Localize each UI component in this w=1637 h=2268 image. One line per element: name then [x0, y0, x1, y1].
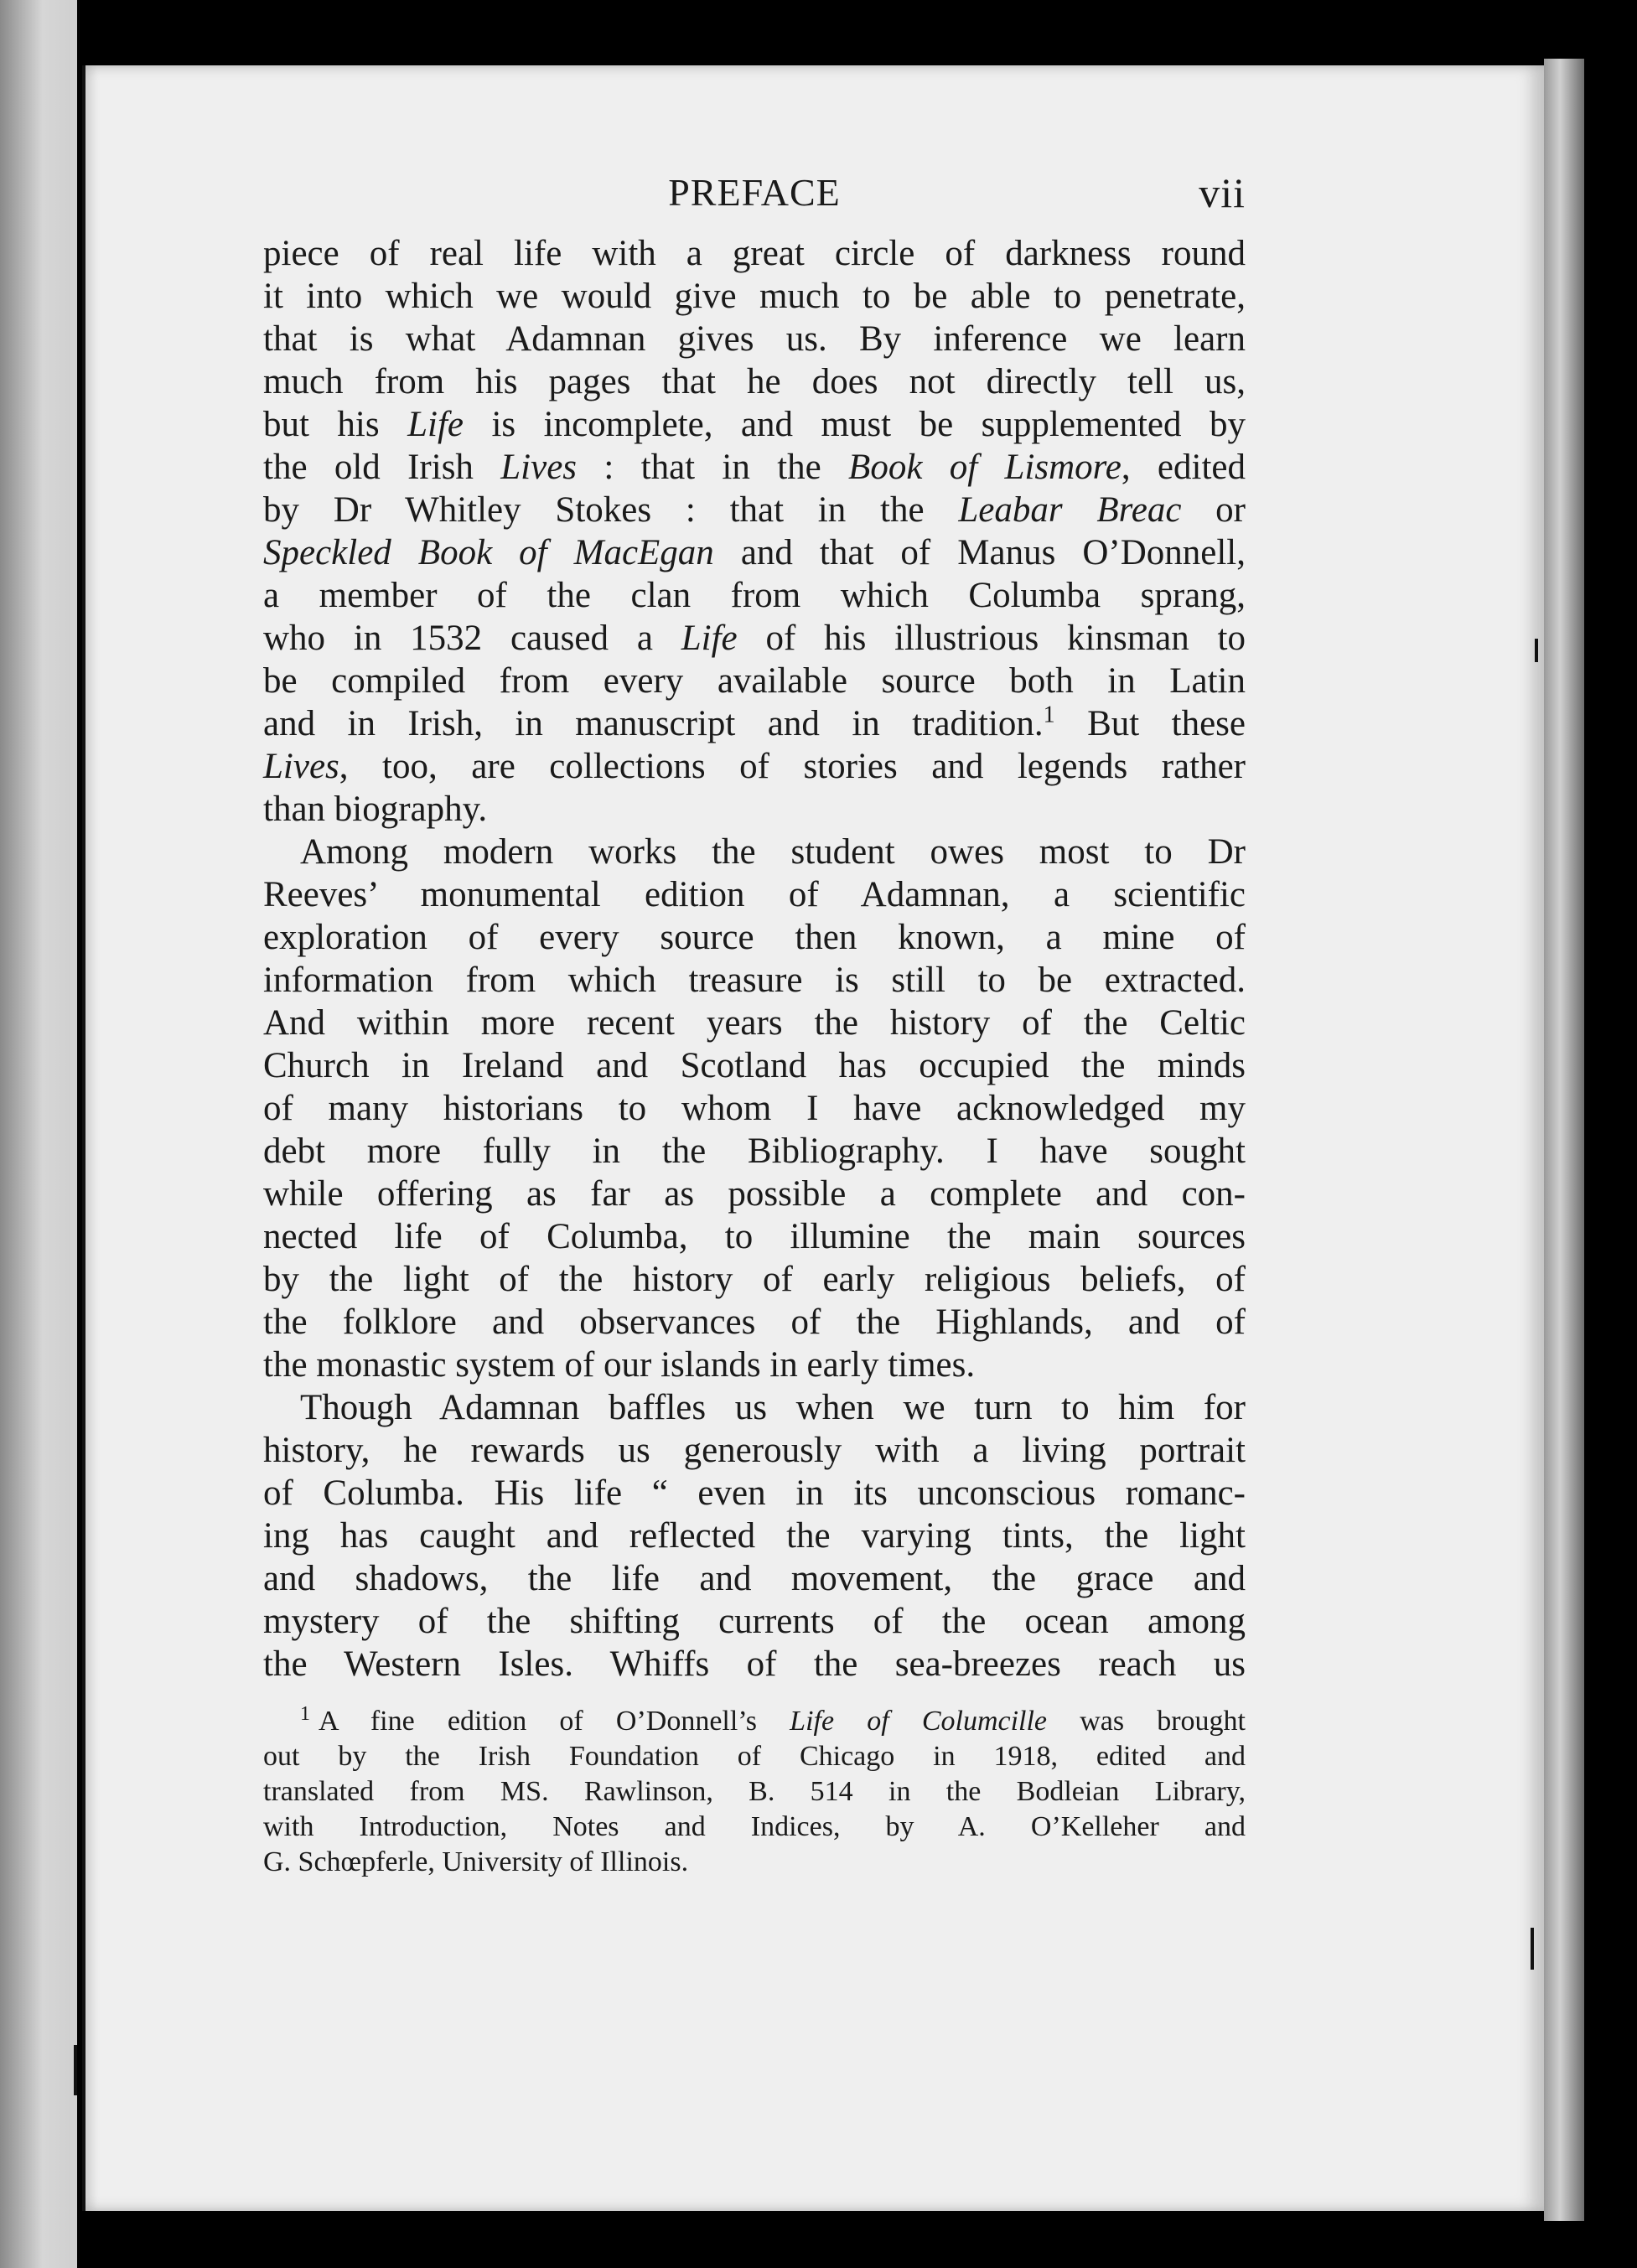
footnote-mark: 1	[300, 1702, 310, 1725]
running-head	[263, 163, 1246, 222]
text-line: who in 1532 caused a Life of his illustrious kinsman to	[263, 619, 1246, 658]
text-line: Among modern works the student owes most to Dr	[300, 832, 1246, 872]
footnote-reference: 1	[1043, 702, 1055, 728]
text-line: the old Irish Lives : that in the Book of Lismore, edited	[263, 448, 1246, 487]
scan-speck	[1531, 1928, 1534, 1970]
text-line: nected life of Columba, to illumine the main sources	[263, 1217, 1246, 1256]
footnote-line: G. Schœpferle, University of Illinois.	[263, 1846, 689, 1877]
text-line: debt more fully in the Bibliography. I have sought	[263, 1131, 1246, 1171]
page-stack-edge	[1544, 59, 1584, 2221]
text-line: information from which treasure is still to be extracted.	[263, 961, 1246, 1000]
text-line: Reeves’ monumental edition of Adamnan, a scientific	[263, 875, 1246, 914]
book-title: Life of Columcille	[790, 1706, 1048, 1737]
text-line: be compiled from every available source both in Latin	[263, 661, 1246, 701]
text-line: piece of real life with a great circle of darkness round	[263, 234, 1246, 273]
book-title: Life	[681, 619, 738, 658]
body-text	[263, 232, 1246, 1685]
book-title: Life	[407, 405, 464, 444]
text-line: while offering as far as possible a complete and con-	[263, 1174, 1246, 1214]
footnote-line: translated from MS. Rawlinson, B. 514 in the Bodleian Library,	[263, 1776, 1246, 1807]
text-line: mystery of the shifting currents of the ocean among	[263, 1602, 1246, 1641]
scan-speck	[74, 2045, 77, 2095]
text-line: Though Adamnan baffles us when we turn to him for	[300, 1388, 1246, 1427]
text-line: by the light of the history of early religious beliefs, of	[263, 1260, 1246, 1299]
text-line: the Western Isles. Whiffs of the sea-breezes reach us	[263, 1644, 1246, 1684]
text-line: much from his pages that he does not directly tell us,	[263, 362, 1246, 401]
text-line: the folklore and observances of the Highlands, and of	[263, 1302, 1246, 1342]
text-line: by Dr Whitley Stokes : that in the Leabar Breac or	[263, 490, 1246, 530]
text-line: exploration of every source then known, a mine of	[263, 918, 1246, 957]
text-line: And within more recent years the history of the Celtic	[263, 1003, 1246, 1043]
facing-page-edge	[0, 0, 77, 2268]
text-line: than biography.	[263, 790, 488, 829]
footnote-line: $^1$ A fine edition of O’Donnell’s Life of Columcille was brought	[300, 1702, 1246, 1737]
book-title: Lives	[500, 448, 578, 487]
book-title: Book of Lismore	[848, 448, 1122, 487]
page-text-block	[263, 163, 1246, 1880]
book-title: Leabar Breac	[958, 490, 1182, 530]
scan-speck	[1535, 639, 1538, 662]
text-line: and shadows, the life and movement, the grace and	[263, 1559, 1246, 1598]
text-line: ing has caught and reflected the varying tints, the light	[263, 1516, 1246, 1556]
text-line: and in Irish, in manuscript and in tradition.$^1$ But these	[263, 702, 1246, 743]
running-head-title: PREFACE	[668, 171, 841, 214]
text-line: Church in Ireland and Scotland has occupied the minds	[263, 1046, 1246, 1085]
text-line: Speckled Book of MacEgan and that of Manus O’Donnell,	[263, 533, 1246, 572]
book-title: Speckled Book of MacEgan	[263, 533, 714, 572]
text-line: it into which we would give much to be able to penetrate,	[263, 277, 1246, 316]
text-line: Lives, too, are collections of stories and legends rather	[263, 747, 1246, 786]
book-title: Lives	[263, 747, 339, 786]
footnote	[263, 1704, 1246, 1880]
text-line: but his Life is incomplete, and must be supplemented by	[263, 405, 1246, 444]
footnote-line: with Introduction, Notes and Indices, by A. O’Kelleher and	[263, 1811, 1246, 1842]
text-line: of many historians to whom I have acknowledged my	[263, 1089, 1246, 1128]
text-line: history, he rewards us generously with a living portrait	[263, 1431, 1246, 1470]
text-line: of Columba. His life “ even in its unconscious romanc-	[263, 1473, 1246, 1513]
text-line: the monastic system of our islands in early times.	[263, 1345, 976, 1385]
footnote-line: out by the Irish Foundation of Chicago in 1918, edited and	[263, 1741, 1246, 1772]
page-number: vii	[1199, 169, 1246, 216]
text-line: a member of the clan from which Columba sprang,	[263, 576, 1246, 615]
text-line: that is what Adamnan gives us. By inference we learn	[263, 319, 1246, 359]
